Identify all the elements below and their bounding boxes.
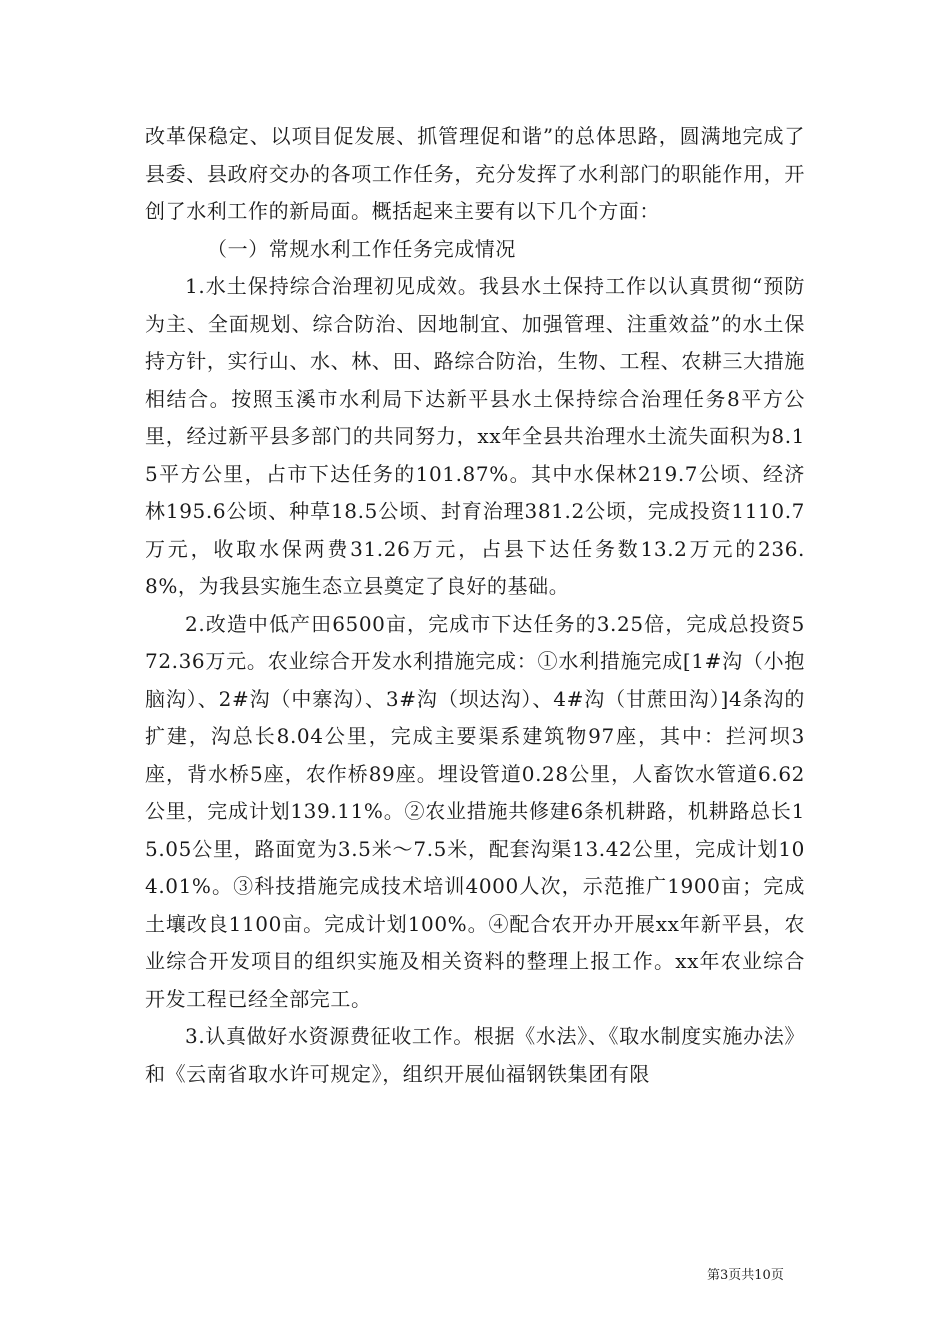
paragraph-water-fee-collection: 3.认真做好水资源费征收工作。根据《水法》、《取水制度实施办法》和《云南省取水许可规定》，组织开展仙福钢铁集团有限 (145, 1024, 805, 1086)
paragraph-soil-conservation: 1.水土保持综合治理初见成效。我县水土保持工作以认真贯彻“预防为主、全面规划、综合防治、因地制宜、加强管理、注重效益”的水土保持方针，实行山、水、林、田、路综合防治，生物、工程、农耕三大措施相结合。按照玉溪市水利局下达新平县水土保持综合治理任务8平方公里，经过新平县多部门的共同努力，xx年全县共治理水土流失面积为8.15平方公里，占市下达任务的101.87%。其中水保林219.7公顷、经济林195.6公顷、种草18.5公顷、封育治理381.2公顷，完成投资1110.7万元，收取水保两费31.26万元，占县下达任务数13.2万元的236.8%，为我县实施生态立县奠定了良好的基础。 (145, 274, 805, 598)
document-body (145, 118, 805, 1093)
page-number-footer: 第3页共10页 (707, 1268, 784, 1283)
paragraph-intro-continued: 改革保稳定、以项目促发展、抓管理促和谐”的总体思路，圆满地完成了县委、县政府交办的各项工作任务，充分发挥了水利部门的职能作用，开创了水利工作的新局面。概括起来主要有以下几个方面： (145, 124, 805, 223)
section-heading-routine-work: （一）常规水利工作任务完成情况 (207, 236, 516, 261)
paragraph-farmland-improvement: 2.改造中低产田6500亩，完成市下达任务的3.25倍，完成总投资572.36万元。农业综合开发水利措施完成：①水利措施完成[1#沟（小抱脑沟）、2#沟（中寨沟）、3#沟（坝达沟）、4#沟（甘蔗田沟）]4条沟的扩建，沟总长8.04公里，完成主要渠系建筑物97座，其中：拦河坝3座，背水桥5座，农作桥89座。埋设管道0.28公里，人畜饮水管道6.62公里，完成计划139.11%。②农业措施共修建6条机耕路，机耕路总长15.05公里，路面宽为3.5米～7.5米，配套沟渠13.42公里，完成计划104.01%。③科技措施完成技术培训4000人次，示范推广1900亩；完成土壤改良1100亩。完成计划100%。④配合农开办开展xx年新平县，农业综合开发项目的组织实施及相关资料的整理上报工作。xx年农业综合开发工程已经全部完工。 (145, 611, 805, 1011)
